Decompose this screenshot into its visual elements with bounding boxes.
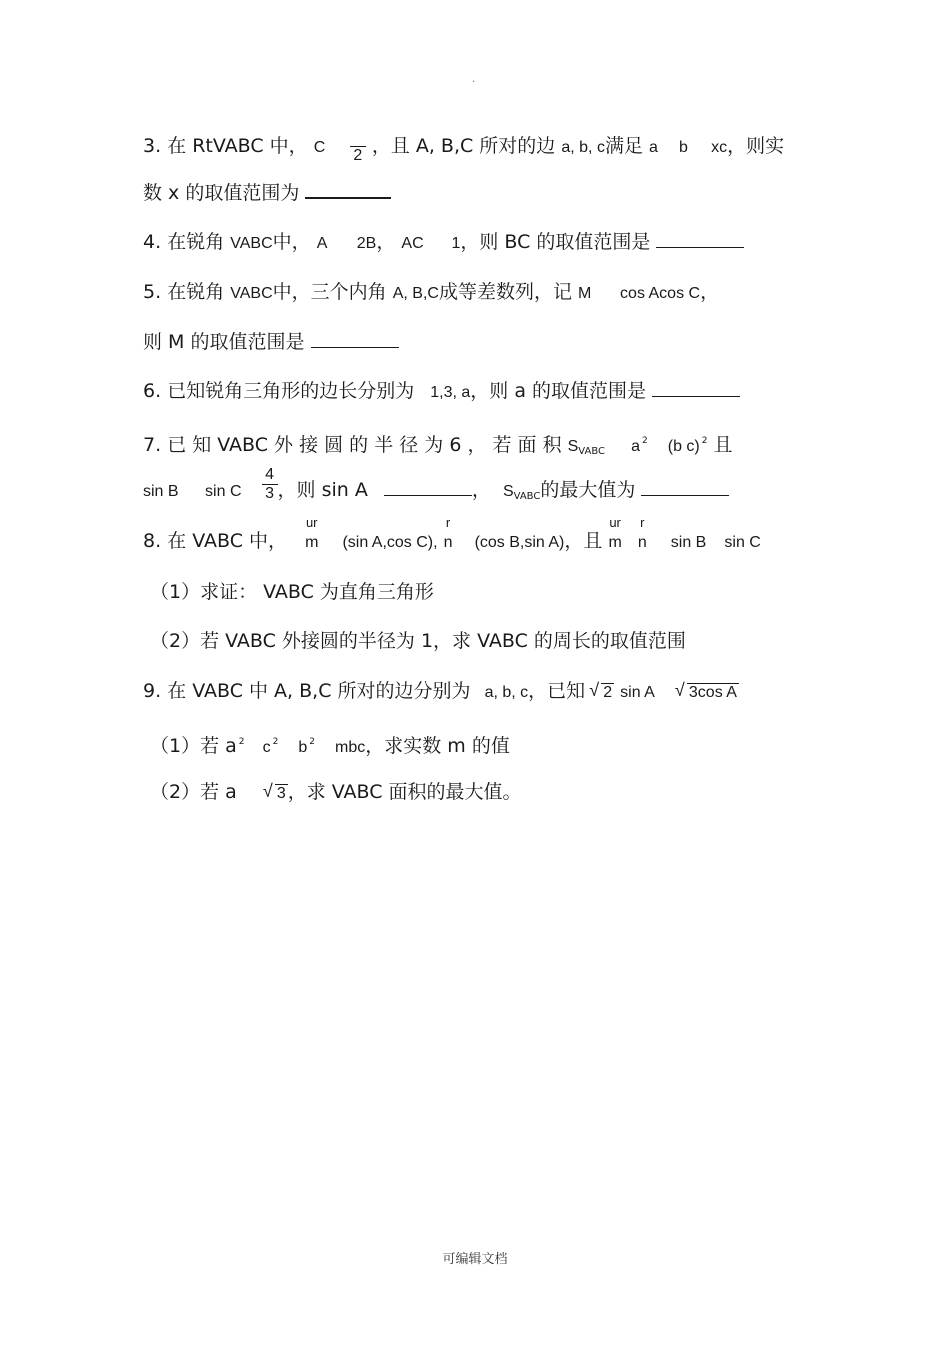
page-footer: 可编辑文档 <box>442 1252 508 1267</box>
q5-text4: ， <box>700 281 720 303</box>
q7-fraction <box>262 466 278 503</box>
q8-m-arrow: ur <box>305 515 318 530</box>
q4-line <box>143 230 744 256</box>
q5-line2 <box>143 330 399 354</box>
q9-sqrt2 <box>591 681 614 705</box>
q4-AC: AC <box>401 235 424 252</box>
q8-part1: （1）求证： VABC 为直角三角形 <box>150 581 434 603</box>
q4-one: 1 <box>451 235 461 252</box>
q5-line2-text: 则 M 的取值范围是 <box>143 331 305 353</box>
q3-answer-blank <box>305 180 391 199</box>
q9-part1 <box>150 730 510 760</box>
q7-text4: ， <box>471 479 491 501</box>
q8-vector-m2 <box>608 515 622 555</box>
q9-p1-b: b <box>298 739 308 756</box>
q8-m2-arrow: ur <box>609 515 621 530</box>
q8-sinC: sin C <box>724 534 761 551</box>
q8-n2: n <box>637 534 647 551</box>
q7-number: 7. <box>143 434 162 456</box>
q6-sides: 1,3, a <box>430 384 471 401</box>
q3-line1 <box>143 128 784 165</box>
q9-number: 9. <box>143 680 162 702</box>
q3-line2 <box>143 180 391 205</box>
q8-text: 在 VABC 中， <box>167 530 288 552</box>
q9-part2 <box>150 780 522 806</box>
q4-text3: ，则 BC 的取值范围是 <box>460 231 651 253</box>
q3-frac-num <box>350 128 366 147</box>
q9-text: 在 VABC 中 A, B,C 所对的边分别为 <box>167 680 471 702</box>
q7-frac-den: 3 <box>265 485 274 502</box>
q6-number: 6. <box>143 380 162 402</box>
q9-p1-c: c <box>262 739 271 756</box>
q6-line <box>143 379 740 405</box>
q3-frac-den: 2 <box>353 147 363 164</box>
q8-m-value: (sin A,cos C), <box>342 534 438 551</box>
q3-C: C <box>313 139 326 156</box>
q7-S: S <box>567 438 579 455</box>
q9-p1-a: （1）若 a <box>150 735 237 757</box>
q3-a: a <box>649 139 658 156</box>
q7-S2: S <box>502 483 514 500</box>
q8-text2: ，且 <box>564 530 603 552</box>
q7-text5: 的最大值为 <box>540 479 636 501</box>
q4-number: 4. <box>143 231 162 253</box>
q7-S2-sub: VABC <box>513 491 541 502</box>
q6-text2: ，则 a 的取值范围是 <box>470 380 647 402</box>
q4-comma: ， <box>376 231 396 253</box>
q7-a-square: 2 <box>641 436 648 446</box>
q4-vabc: VABC <box>230 235 273 252</box>
q8-sinB: sin B <box>670 534 707 551</box>
q9-p2-sqrt3 <box>265 782 288 806</box>
q7-text: 已 知 VABC 外 接 圆 的 半 径 为 6 ， 若 面 积 <box>167 434 562 456</box>
q9-sqrt2-radicand: 2 <box>603 684 613 701</box>
q4-text2: 中， <box>272 231 311 253</box>
q8-n: n <box>443 534 453 551</box>
q3-number: 3. <box>143 135 162 157</box>
top-mark: . <box>472 74 476 85</box>
q7-sinC: sin C <box>205 483 242 500</box>
q9-p1-b-square: 2 <box>309 737 315 747</box>
q9-p1-mbc: mbc <box>335 739 366 756</box>
q7-sinB: sin B <box>143 483 179 500</box>
q7-max-blank <box>641 478 729 496</box>
q7-text2: 且 <box>713 434 733 456</box>
q6-answer-blank <box>652 379 740 397</box>
q5-number: 5. <box>143 281 162 303</box>
q8-number: 8. <box>143 530 162 552</box>
q8-n-arrow: r <box>445 515 451 530</box>
q3-text4: ，则实 <box>727 135 785 157</box>
q3-text2: ，且 A, B,C 所对的边 <box>371 135 556 157</box>
q9-text2: ，已知 <box>528 680 586 702</box>
q9-abc: a, b, c <box>484 684 529 701</box>
q9-p2-text: ，求 VABC 面积的最大值。 <box>287 781 522 803</box>
q9-sqrt3cosA-radicand: 3cos A <box>688 684 737 701</box>
q8-n2-arrow: r <box>640 515 645 530</box>
q4-text: 在锐角 <box>167 231 225 253</box>
q5-text2: 中，三个内角 <box>272 281 387 303</box>
q3-line2-text: 数 x 的取值范围为 <box>143 182 300 204</box>
q7-line1 <box>143 429 733 464</box>
q5-ABC: A, B,C <box>392 285 439 302</box>
q5-vabc: VABC <box>230 285 273 302</box>
q9-sqrt3cosA <box>677 681 739 705</box>
q5-expr: cos Acos C <box>620 285 701 302</box>
q6-text: 已知锐角三角形的边长分别为 <box>167 380 415 402</box>
q3-abc: a, b, c <box>561 139 605 156</box>
q8-n-value: (cos B,sin A) <box>474 534 565 551</box>
q9-line <box>143 679 739 705</box>
q8-m2: m <box>608 534 622 551</box>
q3-text3: 满足 <box>604 135 643 157</box>
q4-2B: 2B <box>356 235 377 252</box>
q3-fraction <box>350 128 366 165</box>
q7-text3: ，则 sin A <box>277 479 368 501</box>
q5-M: M <box>578 285 592 302</box>
q4-A: A <box>316 235 328 252</box>
q4-answer-blank <box>656 230 744 248</box>
q8-part2: （2）若 VABC 外接圆的半径为 1，求 VABC 的周长的取值范围 <box>150 630 686 652</box>
q7-bc-square: 2 <box>701 436 708 446</box>
q5-text: 在锐角 <box>167 281 225 303</box>
q5-text3: 成等差数列，记 <box>438 281 572 303</box>
q9-p1-text: ，求实数 m 的值 <box>365 735 510 757</box>
q5-line1 <box>143 280 719 306</box>
q3-text: 在 RtVABC 中， <box>167 135 308 157</box>
q3-xc: xc <box>711 139 728 156</box>
q9-p2-sqrt3-radicand: 3 <box>276 785 286 802</box>
q9-sinA: sin A <box>620 684 655 701</box>
q9-p1-a-square: 2 <box>238 737 245 747</box>
q7-bc: (b c) <box>667 438 700 455</box>
q8-m: m <box>305 534 319 551</box>
q7-a: a <box>631 438 640 455</box>
q8-vector-n <box>443 515 453 555</box>
q7-sinA-blank <box>384 478 472 496</box>
q9-p1-c-square: 2 <box>272 737 279 747</box>
q7-line2 <box>143 466 729 509</box>
q7-frac-num: 4 <box>262 466 278 485</box>
q8-line <box>143 515 761 555</box>
q5-answer-blank <box>311 330 399 348</box>
q8-vector-m <box>305 515 319 555</box>
q7-S-sub: VABC <box>578 446 606 457</box>
q3-b: b <box>679 139 688 156</box>
q9-p2-a: （2）若 a <box>150 781 237 803</box>
q8-vector-n2 <box>637 515 647 555</box>
